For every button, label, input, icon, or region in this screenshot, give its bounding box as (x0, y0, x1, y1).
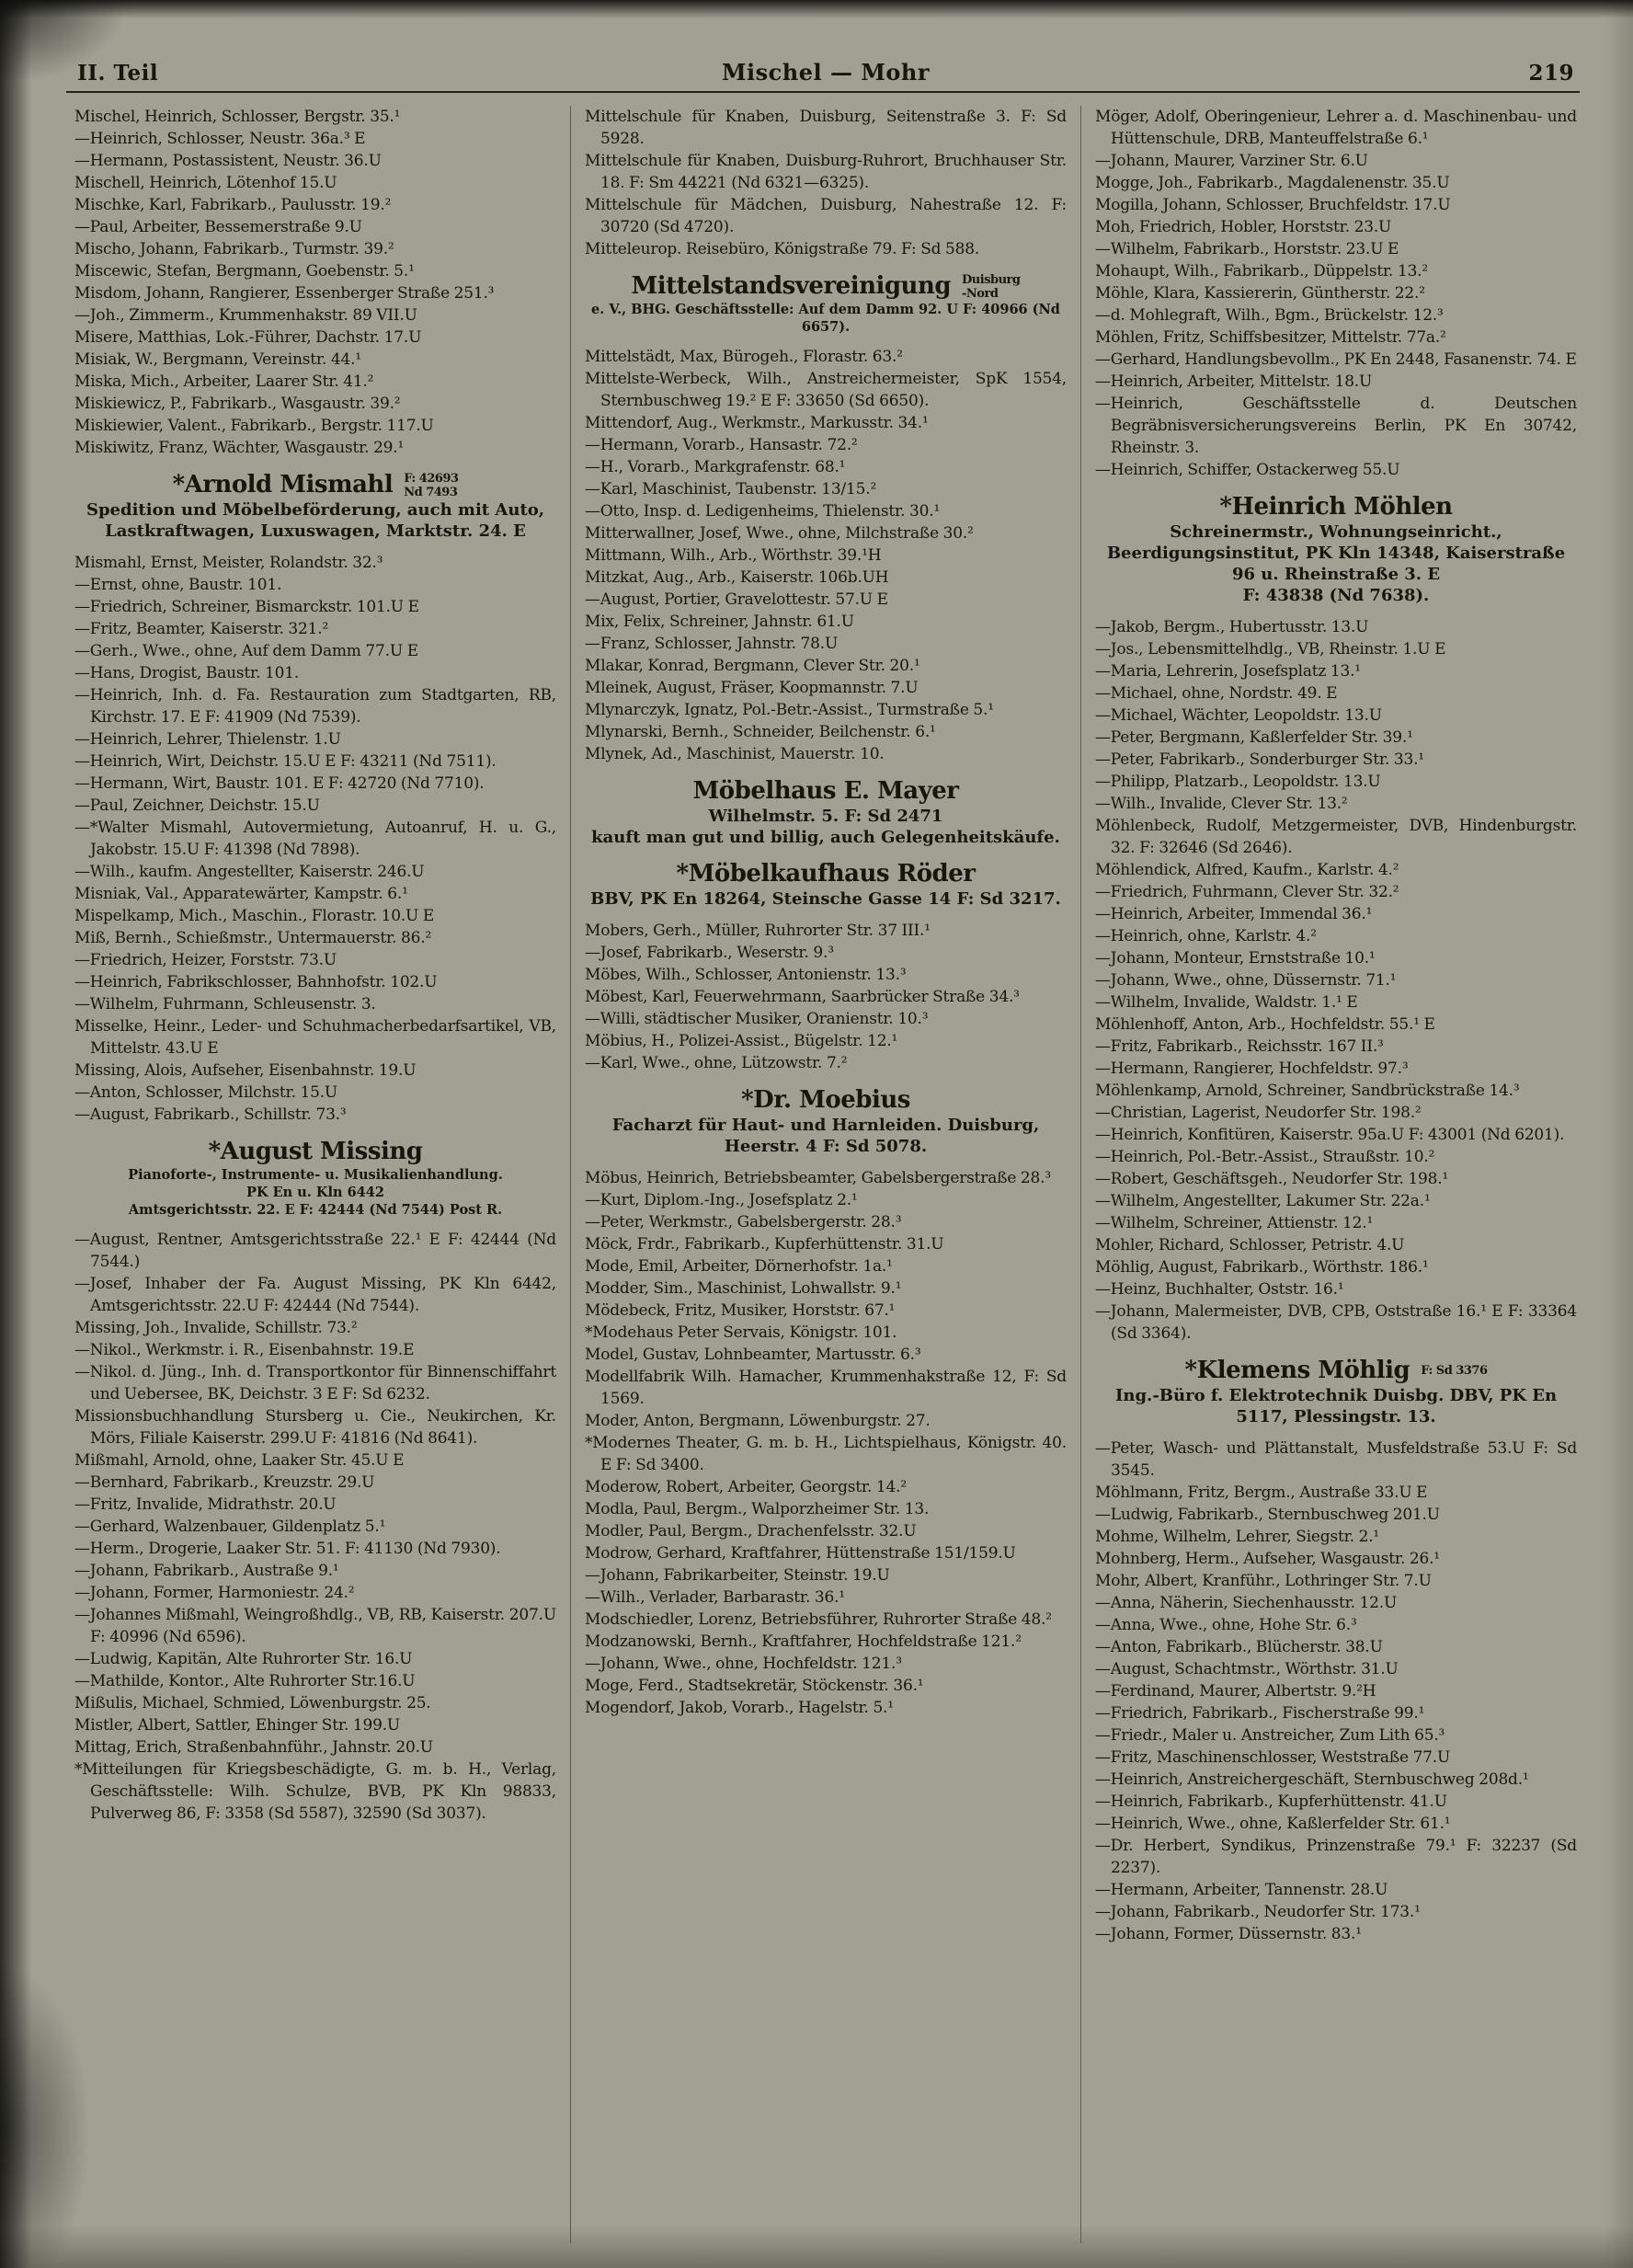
directory-entry: —Hermann, Vorarb., Hansastr. 72.² (585, 436, 858, 454)
directory-entry: —Wilhelm, Fuhrmann, Schleusenstr. 3. (74, 995, 376, 1014)
directory-entry: Mischke, Karl, Fabrikarb., Paulusstr. 19.² (74, 196, 392, 214)
directory-entry: Möhlenbeck, Rudolf, Metzgermeister, DVB, Hindenburgstr. 32. F: 32646 (Sd 2646). (1095, 817, 1577, 857)
directory-entry: *Modernes Theater, G. m. b. H., Lichtspielhaus, Königstr. 40. E F: Sd 3400. (585, 1434, 1067, 1474)
directory-entry: Mohnberg, Herm., Aufseher, Wasgaustr. 26.¹ (1095, 1550, 1440, 1568)
directory-entry: —Heinrich, Wirt, Deichstr. 15.U E F: 43211 (Nd 7511). (74, 752, 497, 771)
directory-entry: Mispelkamp, Mich., Maschin., Florastr. 10.U E (74, 907, 435, 925)
advert-text: kauft man gut und billig, auch Gelegenheitskäufe. (591, 828, 1060, 847)
directory-entry: Mlynek, Ad., Maschinist, Mauerstr. 10. (585, 745, 885, 763)
directory-column-2 (570, 106, 1080, 2243)
advert-phone-line: F: 42693 (404, 471, 459, 486)
directory-entry: —Ernst, ohne, Baustr. 101. (74, 576, 282, 594)
directory-entry: —Mathilde, Kontor., Alte Ruhrorter Str.16.U (74, 1672, 416, 1690)
directory-entry: —Wilhelm, Angestellter, Lakumer Str. 22a.¹ (1095, 1192, 1431, 1210)
directory-entry: —August, Schachtmstr., Wörthstr. 31.U (1095, 1660, 1399, 1678)
directory-entry: Mlynarski, Bernh., Schneider, Beilchenstr. 6.¹ (585, 723, 936, 741)
advert-text: Amtsgerichtsstr. 22. E F: 42444 (Nd 7544) Post R. (128, 1202, 503, 1218)
directory-entry: —Gerhard, Handlungsbevollm., PK En 2448, Fasanenstr. 74. E (1095, 350, 1577, 369)
directory-entry: *Mitteilungen für Kriegsbeschädigte, G. m. b. H., Verlag, Geschäftsstelle: Wilh. Schulze, BVB, PK Kln 98833, Pulverweg 86, F: 3358 (Sd 5587), 32590 (Sd 3037). (74, 1760, 556, 1823)
directory-entry: Misere, Matthias, Lok.-Führer, Dachstr. 17.U (74, 328, 422, 347)
advert-block (76, 471, 554, 542)
directory-entry: Mischo, Johann, Fabrikarb., Turmstr. 39.² (74, 240, 394, 258)
directory-entry: Miskiewicz, P., Fabrikarb., Wasgaustr. 39.² (74, 395, 401, 413)
directory-entry: Mistler, Albert, Sattler, Ehinger Str. 199.U (74, 1716, 401, 1735)
advert-phone-line: Nd 7493 (404, 485, 458, 499)
directory-entry: Mischel, Heinrich, Schlosser, Bergstr. 35.¹ (74, 108, 401, 126)
directory-entry: Möbius, H., Polizei-Assist., Bügelstr. 12.¹ (585, 1032, 898, 1050)
directory-entry: Möhlmann, Fritz, Bergm., Austraße 33.U E (1095, 1483, 1428, 1502)
directory-entry: Mischell, Heinrich, Lötenhof 15.U (74, 174, 337, 192)
page-title: Mischel — Mohr (721, 59, 931, 86)
directory-entry: Model, Gustav, Lohnbeamter, Martusstr. 6.³ (585, 1346, 921, 1364)
advert-block (1097, 1357, 1575, 1427)
directory-entry: —Fritz, Invalide, Midrathstr. 20.U (74, 1495, 337, 1514)
directory-entry: Möger, Adolf, Oberingenieur, Lehrer a. d. Maschinenbau- und Hüttenschule, DRB, Manteuffelstraße 6.¹ (1095, 108, 1577, 148)
directory-entry: —Ferdinand, Maurer, Albertstr. 9.²H (1095, 1682, 1376, 1701)
directory-entry: —Johann, Wwe., ohne, Düssernstr. 71.¹ (1095, 971, 1397, 990)
directory-entry: Möhlig, August, Fabrikarb., Wörthstr. 186.¹ (1095, 1258, 1429, 1277)
advert-block (587, 1086, 1065, 1157)
advert-block (587, 777, 1065, 848)
advert-text: F: 43838 (Nd 7638). (1242, 586, 1430, 605)
directory-entry: —Wilhelm, Fabrikarb., Horststr. 23.U E (1095, 240, 1399, 258)
directory-entry: —Josef, Inhaber der Fa. August Missing, PK Kln 6442, Amtsgerichtsstr. 22.U F: 42444 (Nd 7544). (74, 1275, 556, 1315)
advert-title: *Möbelkaufhaus Röder (676, 860, 976, 888)
directory-entry: Mödebeck, Fritz, Musiker, Horststr. 67.¹ (585, 1301, 896, 1320)
directory-entry: Mleinek, August, Fräser, Koopmannstr. 7.U (585, 679, 919, 697)
directory-entry: —Heinrich, Arbeiter, Immendal 36.¹ (1095, 905, 1373, 923)
directory-column-3 (1080, 106, 1591, 2243)
directory-entry: —Friedrich, Schreiner, Bismarckstr. 101.U E (74, 598, 419, 616)
directory-entry: —Heinrich, Arbeiter, Mittelstr. 18.U (1095, 372, 1373, 391)
directory-entry: —Robert, Geschäftsgeh., Neudorfer Str. 198.¹ (1095, 1170, 1449, 1188)
directory-entry: —Johann, Maurer, Varziner Str. 6.U (1095, 152, 1368, 170)
directory-entry: —Peter, Werkmstr., Gabelsbergerstr. 28.³ (585, 1213, 902, 1231)
directory-entry: Misdom, Johann, Rangierer, Essenberger Straße 251.³ (74, 284, 495, 303)
directory-entry: —Johann, Malermeister, DVB, CPB, Oststraße 16.¹ E F: 33364 (Sd 3364). (1095, 1302, 1577, 1343)
directory-entry: Missionsbuchhandlung Stursberg u. Cie., Neukirchen, Kr. Mörs, Filiale Kaiserstr. 299.U F: 41816 (Nd 8641). (74, 1407, 556, 1448)
directory-entry: Moder, Anton, Bergmann, Löwenburgstr. 27. (585, 1412, 931, 1430)
directory-entry: Misniak, Val., Apparatewärter, Kampstr. 6.¹ (74, 885, 408, 903)
advert-text: Spedition und Möbelbeförderung, auch mit Auto, Lastkraftwagen, Luxuswagen, Marktstr. 24. E (86, 500, 545, 541)
advert-phone-line: F: Sd 3376 (1421, 1364, 1488, 1378)
directory-entry: —Fritz, Maschinenschlosser, Weststraße 77.U (1095, 1748, 1451, 1767)
directory-entry: Mitzkat, Aug., Arb., Kaiserstr. 106b.UH (585, 568, 889, 587)
directory-entry: —Franz, Schlosser, Jahnstr. 78.U (585, 635, 839, 653)
directory-entry: —Joh., Zimmerm., Krummenhakstr. 89 VII.U (74, 306, 417, 325)
directory-entry: —Maria, Lehrerin, Josefsplatz 13.¹ (1095, 662, 1361, 681)
directory-entry: Möbest, Karl, Feuerwehrmann, Saarbrücker Straße 34.³ (585, 988, 1020, 1006)
directory-entry: —Peter, Bergmann, Kaßlerfelder Str. 39.¹ (1095, 728, 1413, 747)
directory-entry: —Karl, Wwe., ohne, Lützowstr. 7.² (585, 1054, 848, 1072)
advert-title: *August Missing (208, 1138, 423, 1165)
directory-entry: —Karl, Maschinist, Taubenstr. 13/15.² (585, 480, 877, 498)
directory-entry: Miscewic, Stefan, Bergmann, Goebenstr. 5.¹ (74, 262, 415, 281)
directory-entry: —Johannes Mißmahl, Weingroßhdlg., VB, RB, Kaiserstr. 207.U F: 40996 (Nd 6596). (74, 1606, 556, 1646)
directory-entry: Mitteleurop. Reisebüro, Königstraße 79. F: Sd 588. (585, 240, 980, 258)
directory-entry: Mix, Felix, Schreiner, Jahnstr. 61.U (585, 613, 854, 631)
directory-entry: —Hermann, Rangierer, Hochfeldstr. 97.³ (1095, 1060, 1409, 1078)
directory-entry: Moderow, Robert, Arbeiter, Georgstr. 14.² (585, 1478, 907, 1496)
directory-entry: —Heinrich, Lehrer, Thielenstr. 1.U (74, 730, 341, 749)
directory-entry: Mittelstädt, Max, Bürogeh., Florastr. 63.² (585, 348, 903, 366)
advert-title (587, 272, 1065, 301)
directory-entry: Möhlendick, Alfred, Kaufm., Karlstr. 4.² (1095, 861, 1399, 879)
directory-entry: Modder, Sim., Maschinist, Lohwallstr. 9.¹ (585, 1279, 902, 1298)
directory-entry: Missing, Joh., Invalide, Schillstr. 73.² (74, 1319, 358, 1337)
directory-entry: —Friedrich, Fuhrmann, Clever Str. 32.² (1095, 883, 1399, 901)
directory-entry: Miskiewier, Valent., Fabrikarb., Bergstr. 117.U (74, 417, 434, 435)
advert-title (1097, 1357, 1575, 1385)
directory-entry: —Anna, Näherin, Siechenhausstr. 12.U (1095, 1594, 1398, 1612)
directory-entry: Mittelschule für Knaben, Duisburg, Seitenstraße 3. F: Sd 5928. (585, 108, 1067, 148)
directory-entry: Modzanowski, Bernh., Kraftfahrer, Hochfeldstraße 121.² (585, 1632, 1022, 1651)
directory-entry: Möbes, Wilh., Schlosser, Antonienstr. 13.³ (585, 966, 907, 984)
page-header (0, 0, 1633, 89)
directory-entry: —Nikol., Werkmstr. i. R., Eisenbahnstr. 19.E (74, 1341, 415, 1359)
directory-entry: —Heinrich, Pol.-Betr.-Assist., Straußstr. 10.² (1095, 1148, 1435, 1166)
directory-entry: —Johann, Fabrikarbeiter, Steinstr. 19.U (585, 1566, 890, 1585)
directory-entry: Missing, Alois, Aufseher, Eisenbahnstr. 19.U (74, 1061, 417, 1080)
advert-phone-block (1421, 1364, 1487, 1378)
directory-entry: —Heinrich, Fabrikarb., Kupferhüttenstr. 41.U (1095, 1793, 1447, 1811)
directory-entry: —H., Vorarb., Markgrafenstr. 68.¹ (585, 458, 846, 476)
directory-entry: Misselke, Heinr., Leder- und Schuhmacherbedarfsartikel, VB, Mittelstr. 43.U E (74, 1017, 556, 1058)
directory-entry: Mohler, Richard, Schlosser, Petristr. 4.U (1095, 1236, 1405, 1254)
directory-entry: —Johann, Monteur, Ernststraße 10.¹ (1095, 949, 1376, 968)
directory-entry: —Jos., Lebensmittelhdlg., VB, Rheinstr. 1.U E (1095, 640, 1446, 659)
directory-entry: —August, Fabrikarb., Schillstr. 73.³ (74, 1105, 347, 1124)
directory-entry: Möhlen, Fritz, Schiffsbesitzer, Mittelstr. 77a.² (1095, 328, 1446, 347)
directory-entry: Moge, Ferd., Stadtsekretär, Stöckenstr. 36.¹ (585, 1677, 924, 1695)
advert-text: BBV, PK En 18264, Steinsche Gasse 14 F: Sd 3217. (590, 889, 1061, 909)
directory-entry: —Anton, Fabrikarb., Blücherstr. 38.U (1095, 1638, 1383, 1656)
directory-entry: Misiak, W., Bergmann, Vereinstr. 44.¹ (74, 350, 361, 369)
directory-entry: Mittelschule für Knaben, Duisburg-Ruhrort, Bruchhauser Str. 18. F: Sm 44221 (Nd 6321—6325). (585, 152, 1067, 192)
advert-block (587, 272, 1065, 336)
directory-entry: —August, Rentner, Amtsgerichtsstraße 22.¹ E F: 42444 (Nd 7544.) (74, 1231, 556, 1271)
directory-entry: —Wilh., Verlader, Barbarastr. 36.¹ (585, 1588, 845, 1607)
directory-entry: Mobers, Gerh., Müller, Ruhrorter Str. 37 III.¹ (585, 922, 931, 940)
directory-entry: —Peter, Wasch- und Plättanstalt, Musfeldstraße 53.U F: Sd 3545. (1095, 1439, 1577, 1480)
directory-entry: —Heinrich, Konfitüren, Kaiserstr. 95a.U F: 43001 (Nd 6201). (1095, 1126, 1565, 1144)
directory-entry: Miß, Bernh., Schießmstr., Untermauerstr. 86.² (74, 929, 432, 947)
directory-entry: —Gerh., Wwe., ohne, Auf dem Damm 77.U E (74, 642, 418, 660)
directory-entry: —Johann, Fabrikarb., Austraße 9.¹ (74, 1562, 339, 1580)
directory-entry: —Johann, Wwe., ohne, Hochfeldstr. 121.³ (585, 1655, 902, 1673)
advert-title-text: Mittelstandsvereinigung (631, 272, 952, 300)
directory-columns (0, 100, 1633, 2243)
directory-entry: *Modehaus Peter Servais, Königstr. 101. (585, 1323, 897, 1342)
directory-entry: Miska, Mich., Arbeiter, Laarer Str. 41.² (74, 372, 374, 391)
directory-entry: Mittag, Erich, Straßenbahnführ., Jahnstr. 20.U (74, 1738, 433, 1757)
directory-entry: Mohaupt, Wilh., Fabrikarb., Düppelstr. 13.² (1095, 262, 1428, 281)
directory-entry: —Wilhelm, Schreiner, Attienstr. 12.¹ (1095, 1214, 1374, 1232)
directory-entry: —Michael, Wächter, Leopoldstr. 13.U (1095, 706, 1382, 725)
advert-title: *Dr. Moebius (741, 1086, 910, 1114)
directory-entry: Mittmann, Wilh., Arb., Wörthstr. 39.¹H (585, 546, 882, 565)
directory-entry: —Philipp, Platzarb., Leopoldstr. 13.U (1095, 773, 1381, 791)
directory-entry: —Johann, Former, Harmoniestr. 24.² (74, 1584, 355, 1602)
page-part-label: II. Teil (77, 61, 159, 86)
page-number: 219 (1528, 61, 1574, 86)
directory-entry: Mittendorf, Aug., Werkmstr., Markusstr. 34.¹ (585, 414, 929, 432)
directory-entry: Möhlenkamp, Arnold, Schreiner, Sandbrückstraße 14.³ (1095, 1082, 1520, 1100)
directory-entry: Modschiedler, Lorenz, Betriebsführer, Ruhrorter Straße 48.² (585, 1610, 1052, 1629)
directory-entry: Mitterwallner, Josef, Wwe., ohne, Milchstraße 30.² (585, 524, 974, 543)
directory-entry: —Heinrich, Geschäftsstelle d. Deutschen Begräbnisversicherungsvereins Berlin, PK En 30742, Rheinstr. 3. (1095, 395, 1577, 457)
directory-entry: —Friedrich, Fabrikarb., Fischerstraße 99.¹ (1095, 1704, 1425, 1723)
directory-entry: —Peter, Fabrikarb., Sonderburger Str. 33.¹ (1095, 750, 1424, 769)
directory-entry: Moh, Friedrich, Hobler, Horststr. 23.U (1095, 218, 1392, 236)
directory-entry: —Josef, Fabrikarb., Weserstr. 9.³ (585, 944, 834, 962)
directory-entry: —Paul, Zeichner, Deichstr. 15.U (74, 796, 320, 815)
advert-text: PK En u. Kln 6442 (246, 1185, 384, 1200)
directory-entry: —Bernhard, Fabrikarb., Kreuzstr. 29.U (74, 1473, 375, 1492)
directory-entry: —Hermann, Postassistent, Neustr. 36.U (74, 152, 382, 170)
directory-entry: —Christian, Lagerist, Neudorfer Str. 198.² (1095, 1104, 1422, 1122)
directory-entry: Möhlenhoff, Anton, Arb., Hochfeldstr. 55.¹ E (1095, 1015, 1435, 1034)
directory-entry: —Heinrich, Wwe., ohne, Kaßlerfelder Str. 61.¹ (1095, 1815, 1451, 1833)
advert-text: Ing.-Büro f. Elektrotechnik Duisbg. DBV, PK En 5117, Plessingstr. 13. (1114, 1386, 1558, 1426)
directory-entry: Mogge, Joh., Fabrikarb., Magdalenenstr. 35.U (1095, 174, 1450, 192)
directory-entry: —Hermann, Wirt, Baustr. 101. E F: 42720 (Nd 7710). (74, 774, 485, 793)
advert-block (587, 860, 1065, 910)
directory-column-1 (61, 106, 570, 2243)
directory-entry: —Johann, Fabrikarb., Neudorfer Str. 173.¹ (1095, 1903, 1421, 1921)
directory-entry: —Wilhelm, Invalide, Waldstr. 1.¹ E (1095, 993, 1358, 1012)
directory-entry: —d. Mohlegraft, Wilh., Bgm., Brückelstr. 12.³ (1095, 306, 1444, 325)
directory-entry: Mlakar, Konrad, Bergmann, Clever Str. 20.¹ (585, 657, 920, 675)
directory-entry: —Anna, Wwe., ohne, Hohe Str. 6.³ (1095, 1616, 1357, 1634)
directory-entry: Möbus, Heinrich, Betriebsbeamter, Gabelsbergerstraße 28.³ (585, 1169, 1051, 1187)
directory-entry: Mohr, Albert, Kranführ., Lothringer Str. 7.U (1095, 1572, 1432, 1590)
advert-block (76, 1138, 554, 1219)
directory-entry: —Johann, Former, Düssernstr. 83.¹ (1095, 1925, 1362, 1943)
directory-entry: —Jakob, Bergm., Hubertusstr. 13.U (1095, 618, 1369, 636)
advert-title: *Heinrich Möhlen (1219, 493, 1453, 521)
directory-entry: —Heinrich, Anstreichergeschäft, Sternbuschweg 208d.¹ (1095, 1770, 1529, 1789)
advert-text: e. V., BHG. Geschäftsstelle: Auf dem Damm 92. U F: 40966 (Nd 6657). (591, 302, 1060, 335)
directory-entry: —Heinz, Buchhalter, Oststr. 16.¹ (1095, 1280, 1344, 1299)
advert-text: Wilhelmstr. 5. F: Sd 2471 (708, 807, 943, 826)
advert-phone-block (404, 472, 458, 499)
directory-entry: Möhle, Klara, Kassiererin, Güntherstr. 22.² (1095, 284, 1425, 303)
directory-entry: —Hans, Drogist, Baustr. 101. (74, 664, 300, 682)
directory-entry: Miskiwitz, Franz, Wächter, Wasgaustr. 29.¹ (74, 439, 405, 457)
directory-entry: Modla, Paul, Bergm., Walporzheimer Str. 13. (585, 1500, 930, 1518)
directory-entry: —Ludwig, Fabrikarb., Sternbuschweg 201.U (1095, 1506, 1440, 1524)
advert-title (76, 471, 554, 499)
directory-entry: Mittelste-Werbeck, Wilh., Anstreichermeister, SpK 1554, Sternbuschweg 19.² E F: 33650 (Sd 6650). (585, 370, 1067, 410)
directory-entry: Modler, Paul, Bergm., Drachenfelsstr. 32.U (585, 1522, 917, 1541)
directory-entry: Möck, Frdr., Fabrikarb., Kupferhüttenstr. 31.U (585, 1235, 944, 1254)
directory-entry: —Heinrich, ohne, Karlstr. 4.² (1095, 927, 1317, 945)
directory-entry: —*Walter Mismahl, Autovermietung, Autoanruf, H. u. G., Jakobstr. 15.U F: 41398 (Nd 7898). (74, 819, 556, 859)
advert-phone-line: -Nord (962, 286, 999, 301)
directory-entry: —Michael, ohne, Nordstr. 49. E (1095, 684, 1338, 703)
directory-entry: —Nikol. d. Jüng., Inh. d. Transportkontor für Binnenschiffahrt und Uebersee, BK, Deichstr. 3 E F: Sd 6232. (74, 1363, 556, 1403)
directory-entry: —Friedr., Maler u. Anstreicher, Zum Lith 65.³ (1095, 1726, 1445, 1745)
directory-entry: —Dr. Herbert, Syndikus, Prinzenstraße 79.¹ F: 32237 (Sd 2237). (1095, 1837, 1577, 1877)
directory-entry: —Heinrich, Fabrikschlosser, Bahnhofstr. 102.U (74, 973, 438, 991)
directory-entry: Modrow, Gerhard, Kraftfahrer, Hüttenstraße 151/159.U (585, 1544, 1016, 1563)
advert-text: Facharzt für Haut- und Harnleiden. Duisburg, Heerstr. 4 F: Sd 5078. (611, 1116, 1040, 1156)
directory-entry: —Wilh., kaufm. Angestellter, Kaiserstr. 246.U (74, 863, 425, 881)
directory-entry: —Ludwig, Kapitän, Alte Ruhrorter Str. 16.U (74, 1650, 413, 1668)
advert-title-text: *Arnold Mismahl (172, 471, 394, 498)
directory-entry: Mißmahl, Arnold, ohne, Laaker Str. 45.U E (74, 1451, 405, 1470)
directory-entry: —Paul, Arbeiter, Bessemerstraße 9.U (74, 218, 362, 236)
directory-entry: —Heinrich, Schiffer, Ostackerweg 55.U (1095, 461, 1400, 479)
directory-entry: —Kurt, Diplom.-Ing., Josefsplatz 2.¹ (585, 1191, 858, 1209)
directory-entry: —Hermann, Arbeiter, Tannenstr. 28.U (1095, 1881, 1388, 1899)
advert-title: Möbelhaus E. Mayer (692, 777, 959, 805)
directory-entry: —Fritz, Fabrikarb., Reichsstr. 167 II.³ (1095, 1037, 1384, 1056)
header-rule (66, 91, 1580, 93)
directory-entry: —Otto, Insp. d. Ledigenheims, Thielenstr. 30.¹ (585, 502, 941, 521)
directory-entry: Mittelschule für Mädchen, Duisburg, Nahestraße 12. F: 30720 (Sd 4720). (585, 196, 1067, 236)
advert-block (1097, 493, 1575, 606)
directory-entry: Mogilla, Johann, Schlosser, Bruchfeldstr. 17.U (1095, 196, 1451, 214)
directory-entry: —Willi, städtischer Musiker, Oranienstr. 10.³ (585, 1010, 929, 1028)
advert-text: Schreinermstr., Wohnungseinricht., Beerdigungsinstitut, PK Kln 14348, Kaiserstraße 96 u. Rheinstraße 3. E (1106, 522, 1566, 584)
directory-entry: Modellfabrik Wilh. Hamacher, Krummenhakstraße 12, F: Sd 1569. (585, 1368, 1067, 1408)
directory-entry: —August, Portier, Gravelottestr. 57.U E (585, 590, 888, 609)
directory-entry: Mode, Emil, Arbeiter, Dörnerhofstr. 1a.¹ (585, 1257, 893, 1276)
directory-entry: Mohme, Wilhelm, Lehrer, Siegstr. 2.¹ (1095, 1528, 1380, 1546)
advert-text: Pianoforte-, Instrumente- u. Musikalienhandlung. (128, 1167, 503, 1183)
directory-entry: —Anton, Schlosser, Milchstr. 15.U (74, 1083, 338, 1102)
advert-phone-line: Duisburg (962, 272, 1021, 287)
directory-entry: —Friedrich, Heizer, Forststr. 73.U (74, 951, 337, 969)
directory-entry: —Wilh., Invalide, Clever Str. 13.² (1095, 795, 1348, 813)
advert-title-text: *Klemens Möhlig (1184, 1357, 1410, 1384)
directory-entry: —Heinrich, Schlosser, Neustr. 36a.³ E (74, 130, 366, 148)
directory-entry: Mismahl, Ernst, Meister, Rolandstr. 32.³ (74, 554, 383, 572)
directory-entry: Mlynarczyk, Ignatz, Pol.-Betr.-Assist., Turmstraße 5.¹ (585, 701, 994, 719)
advert-phone-block (962, 273, 1020, 301)
directory-entry: —Heinrich, Inh. d. Fa. Restauration zum Stadtgarten, RB, Kirchstr. 17. E F: 41909 (Nd 7539). (74, 686, 556, 727)
directory-entry: Mißulis, Michael, Schmied, Löwenburgstr. 25. (74, 1694, 431, 1712)
directory-entry: —Fritz, Beamter, Kaiserstr. 321.² (74, 620, 329, 638)
directory-entry: Mogendorf, Jakob, Vorarb., Hagelstr. 5.¹ (585, 1699, 894, 1717)
directory-entry: —Gerhard, Walzenbauer, Gildenplatz 5.¹ (74, 1518, 386, 1536)
directory-entry: —Herm., Drogerie, Laaker Str. 51. F: 41130 (Nd 7930). (74, 1540, 501, 1558)
